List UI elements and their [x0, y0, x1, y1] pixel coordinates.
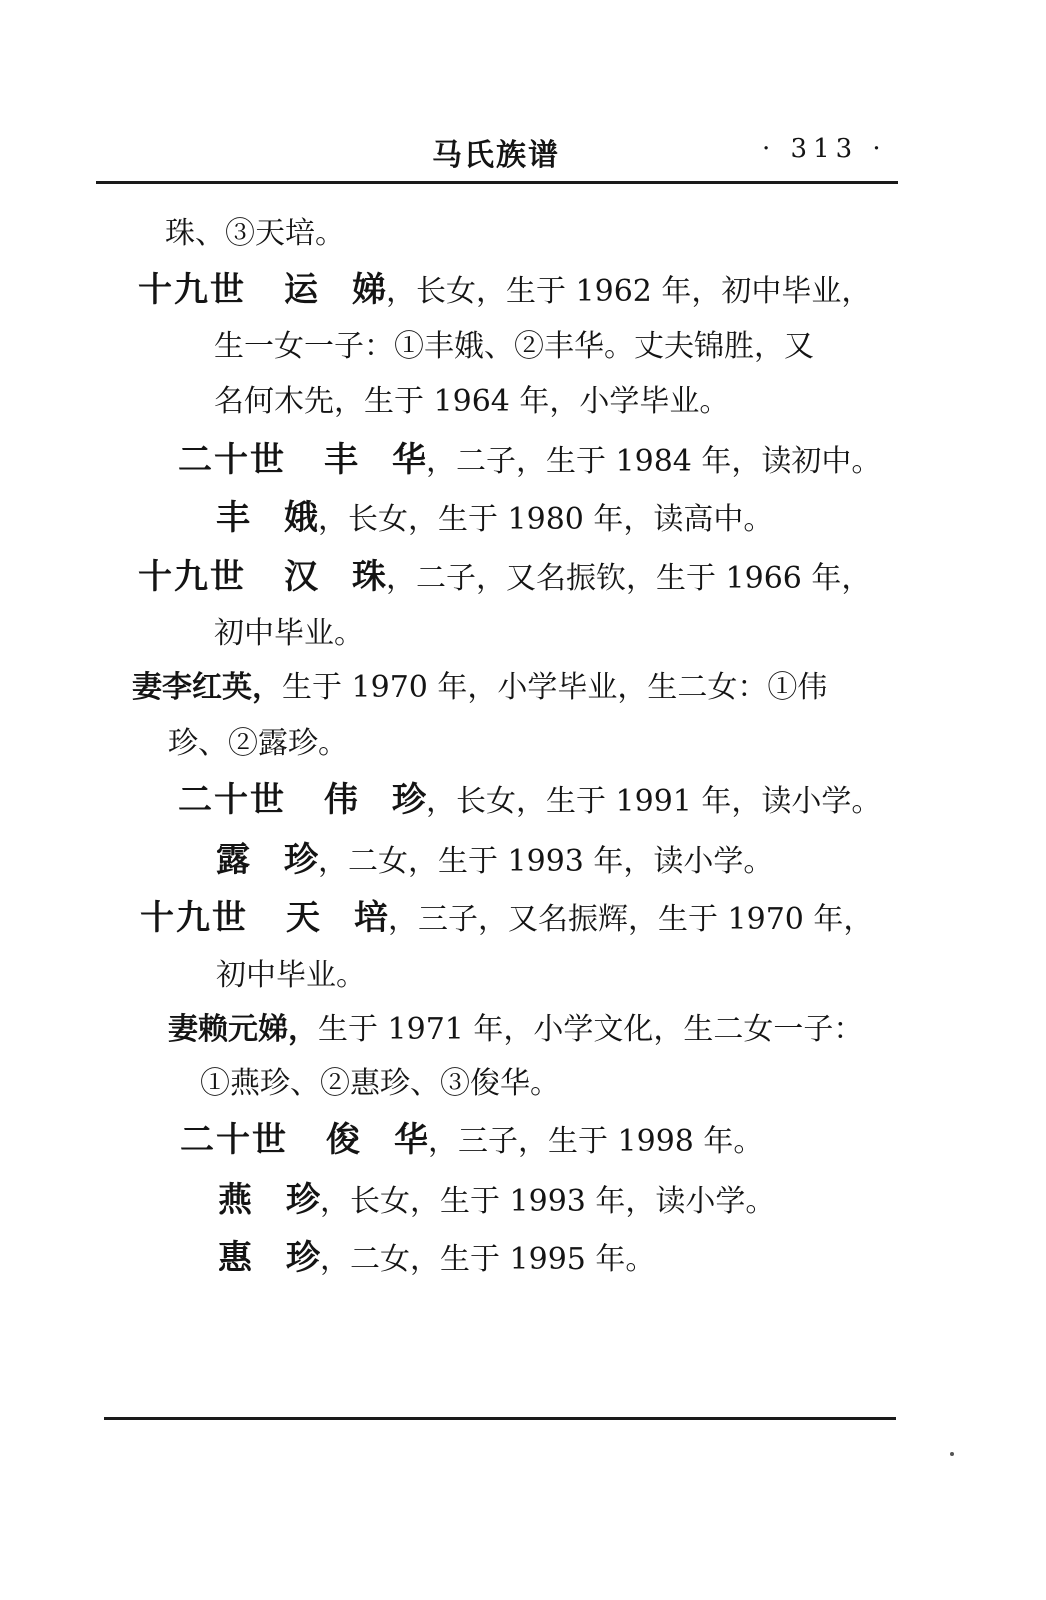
text-line	[214, 614, 364, 654]
genealogy-entry	[138, 270, 871, 312]
member-name: 惠 珍	[218, 1238, 320, 1278]
genealogy-entry	[216, 840, 773, 882]
line-text: 初中毕业。	[214, 616, 364, 651]
line-text: 生一女一子：①丰娥、②丰华。丈夫锦胜，又	[214, 329, 814, 364]
member-name: 伟 珍	[324, 780, 426, 820]
page-number: · 313 ·	[762, 134, 887, 164]
member-name: 丰 娥	[216, 498, 318, 538]
genealogy-entry	[218, 1180, 775, 1222]
line-text: 初中毕业。	[216, 958, 366, 993]
member-name: 汉 珠	[284, 557, 386, 597]
member-name: 露 珍	[216, 840, 318, 880]
spouse-name: 妻李红英，	[132, 670, 282, 705]
member-description: ，长女，生于 1991 年，读小学。	[426, 784, 882, 819]
line-text: 珠、③天培。	[165, 216, 345, 251]
member-description: ，二子，又名振钦，生于 1966 年，	[386, 561, 872, 596]
generation-label: 二十世	[178, 780, 286, 820]
genealogy-entry	[178, 780, 881, 822]
text-line	[200, 1064, 560, 1104]
genealogy-entry	[216, 498, 773, 540]
scan-speck	[950, 1452, 954, 1456]
text-line	[214, 327, 814, 367]
member-description: ，二子，生于 1984 年，读初中。	[426, 444, 882, 479]
text-line	[216, 956, 366, 996]
member-name: 俊 华	[326, 1120, 428, 1160]
generation-label: 二十世	[178, 440, 286, 480]
member-description: ，长女，生于 1980 年，读高中。	[318, 502, 774, 537]
text-line	[165, 214, 345, 254]
line-text: ①燕珍、②惠珍、③俊华。	[200, 1066, 560, 1101]
member-description: ，二女，生于 1995 年。	[320, 1242, 656, 1277]
member-description: ，长女，生于 1962 年，初中毕业，	[386, 274, 872, 309]
member-description: ，长女，生于 1993 年，读小学。	[320, 1184, 776, 1219]
member-description: ，三子，生于 1998 年。	[428, 1124, 764, 1159]
spouse-description: 生于 1971 年，小学文化，生二女一子：	[318, 1012, 864, 1047]
text-line	[214, 382, 729, 422]
generation-label: 十九世	[140, 898, 248, 938]
genealogy-entry	[218, 1238, 655, 1280]
footer-rule	[104, 1417, 896, 1420]
page-header-title: 马氏族谱	[432, 138, 560, 173]
member-description: ，二女，生于 1993 年，读小学。	[318, 844, 774, 879]
spouse-entry	[168, 1010, 863, 1050]
line-text: 名何木先，生于 1964 年，小学毕业。	[214, 384, 730, 419]
member-description: ，三子，又名振辉，生于 1970 年，	[388, 902, 874, 937]
genealogy-entry	[180, 1120, 763, 1162]
text-line	[168, 724, 348, 764]
genealogy-entry	[178, 440, 881, 482]
genealogy-entry	[138, 557, 871, 599]
generation-label: 十九世	[138, 557, 246, 597]
member-name: 天 培	[286, 898, 388, 938]
member-name: 丰 华	[324, 440, 426, 480]
generation-label: 二十世	[180, 1120, 288, 1160]
spouse-entry	[132, 668, 827, 708]
generation-label: 十九世	[138, 270, 246, 310]
member-name: 运 娣	[284, 270, 386, 310]
spouse-description: 生于 1970 年，小学毕业，生二女：①伟	[282, 670, 828, 705]
member-name: 燕 珍	[218, 1180, 320, 1220]
genealogy-entry	[140, 898, 873, 940]
spouse-name: 妻赖元娣，	[168, 1012, 318, 1047]
header-rule	[96, 181, 898, 184]
line-text: 珍、②露珍。	[168, 726, 348, 761]
